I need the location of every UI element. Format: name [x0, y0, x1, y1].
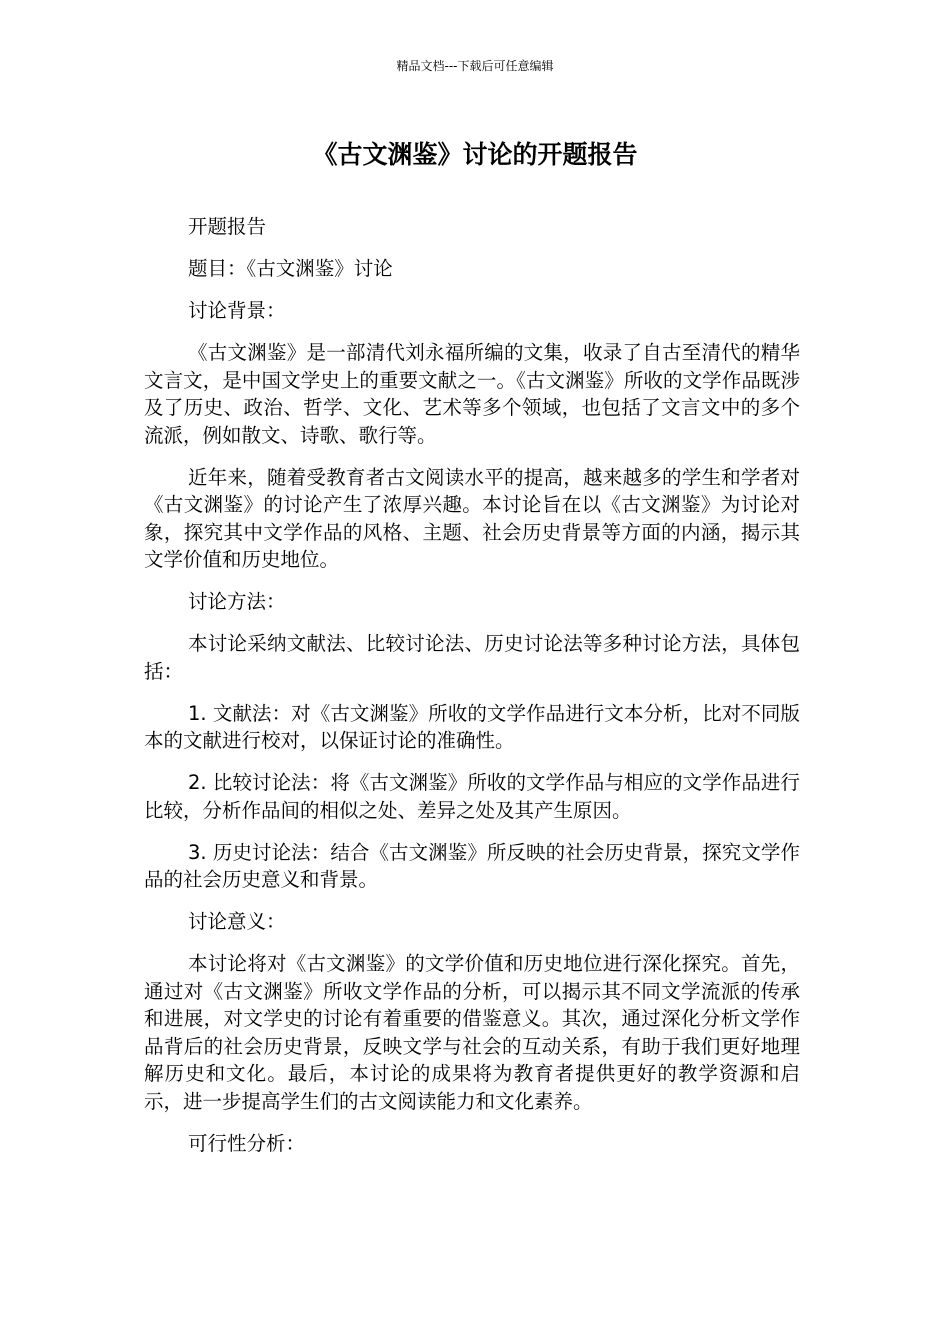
paragraph-report-label: 开题报告	[188, 215, 267, 238]
document-title: 《古文渊鉴》讨论的开题报告	[312, 140, 638, 169]
paragraph-significance: 本讨论将对《古文渊鉴》的文学价值和历史地位进行深化探究。首先，通过对《古文渊鉴》所收文学作品的分析，可以揭示其不同文学流派的传承和进展，对文学史的讨论有着重要的借鉴意义。其次，通过深化分析文学作品背后的社会历史背景，反映文学与社会的互动关系，有助于我们更好地理解历史和文化。最后，本讨论的成果将为教育者提供更好的教学资源和启示，进一步提高学生们的古文阅读能力和文化素养。	[144, 952, 800, 1113]
section-heading-method: 讨论方法：	[188, 590, 286, 613]
list-item-method-3: 3. 历史讨论法：结合《古文渊鉴》所反映的社会历史背景，探究文学作品的社会历史意义和背景。	[144, 840, 800, 891]
paragraph-background-2: 近年来，随着受教育者古文阅读水平的提高，越来越多的学生和学者对《古文渊鉴》的讨论产生了浓厚兴趣。本讨论旨在以《古文渊鉴》为讨论对象，探究其中文学作品的风格、主题、社会历史背景等方面的内涵，揭示其文学价值和历史地位。	[144, 465, 800, 571]
section-heading-background: 讨论背景：	[188, 299, 286, 322]
paragraph-background-1: 《古文渊鉴》是一部清代刘永福所编的文集，收录了自古至清代的精华文言文，是中国文学史上的重要文献之一。《古文渊鉴》所收的文学作品既涉及了历史、政治、哲学、文化、艺术等多个领域，也包括了文言文中的多个流派，例如散文、诗歌、歌行等。	[144, 341, 800, 447]
list-item-method-2: 2. 比较讨论法：将《古文渊鉴》所收的文学作品与相应的文学作品进行比较，分析作品间的相似之处、差异之处及其产生原因。	[144, 771, 800, 822]
document-body	[144, 213, 800, 1172]
paragraph-method-intro: 本讨论采纳文献法、比较讨论法、历史讨论法等多种讨论方法，具体包括：	[144, 632, 800, 683]
list-item-method-1: 1. 文献法：对《古文渊鉴》所收的文学作品进行文本分析，比对不同版本的文献进行校对，以保证讨论的准确性。	[144, 701, 800, 752]
header-note: 精品文档---下载后可任意编辑	[396, 59, 554, 73]
paragraph-topic: 题目：《古文渊鉴》讨论	[188, 257, 393, 280]
section-heading-significance: 讨论意义：	[188, 910, 286, 933]
section-heading-feasibility: 可行性分析：	[188, 1131, 306, 1155]
